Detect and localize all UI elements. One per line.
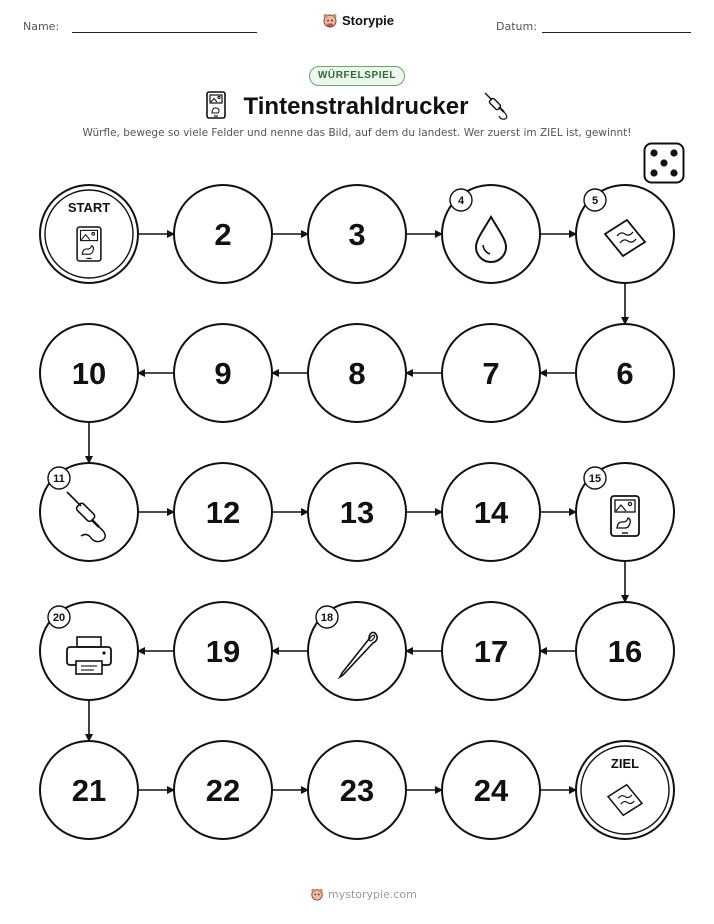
board-field — [308, 741, 406, 839]
field-number: 6 — [616, 356, 634, 391]
board-field — [576, 324, 674, 422]
board-field — [308, 602, 406, 700]
field-number: 11 — [53, 473, 65, 485]
field-number: 12 — [205, 495, 241, 530]
field-number: 20 — [52, 612, 66, 624]
board-field — [442, 185, 540, 283]
field-number: 10 — [71, 356, 107, 391]
board-field — [442, 463, 540, 561]
board-field — [442, 324, 540, 422]
start-field — [40, 185, 138, 283]
field-number: 14 — [473, 495, 509, 530]
field-label: START — [67, 200, 111, 215]
board-field — [576, 185, 674, 283]
field-number: 23 — [339, 773, 375, 808]
board-field — [40, 602, 138, 700]
board-field — [40, 463, 138, 561]
brand-name: Storypie — [342, 12, 395, 28]
mascot-icon — [310, 887, 324, 901]
title-text: Tintenstrahldrucker — [243, 93, 469, 120]
field-number: 24 — [473, 773, 509, 808]
date-label: Datum: — [496, 20, 537, 33]
name-label: Name: — [23, 20, 60, 33]
instructions-text: Würfle, bewege so viele Felder und nenne das Bild, auf dem du landest. Wer zuerst im ZIEL ist, gewinnt! — [82, 127, 632, 139]
field-number: 22 — [205, 773, 241, 808]
board-field — [174, 463, 272, 561]
field-label: ZIEL — [610, 756, 640, 771]
field-number: 3 — [348, 217, 366, 252]
field-number: 5 — [591, 195, 599, 207]
board-field — [40, 741, 138, 839]
field-number: 18 — [320, 612, 334, 624]
field-number: 8 — [348, 356, 366, 391]
field-number: 15 — [588, 473, 602, 485]
field-number: 9 — [214, 356, 232, 391]
board-field — [576, 602, 674, 700]
field-number: 13 — [339, 495, 375, 530]
field-number: 21 — [71, 773, 107, 808]
field-number: 19 — [205, 634, 241, 669]
board-field — [174, 185, 272, 283]
board-field — [308, 185, 406, 283]
footer-url[interactable]: mystorypie.com — [328, 887, 417, 901]
field-number: 7 — [482, 356, 500, 391]
field-number: 17 — [473, 634, 509, 669]
board-field — [442, 602, 540, 700]
field-number: 16 — [607, 634, 643, 669]
game-type-badge: WÜRFELSPIEL — [309, 66, 405, 86]
board-field — [576, 463, 674, 561]
field-number: 2 — [214, 217, 232, 252]
board-field — [308, 324, 406, 422]
board-field — [442, 741, 540, 839]
board-field — [174, 602, 272, 700]
board-field — [40, 324, 138, 422]
goal-field — [576, 741, 674, 839]
footer — [310, 887, 417, 901]
board-field — [174, 741, 272, 839]
field-number: 4 — [457, 195, 465, 207]
board-field — [308, 463, 406, 561]
board-field — [174, 324, 272, 422]
